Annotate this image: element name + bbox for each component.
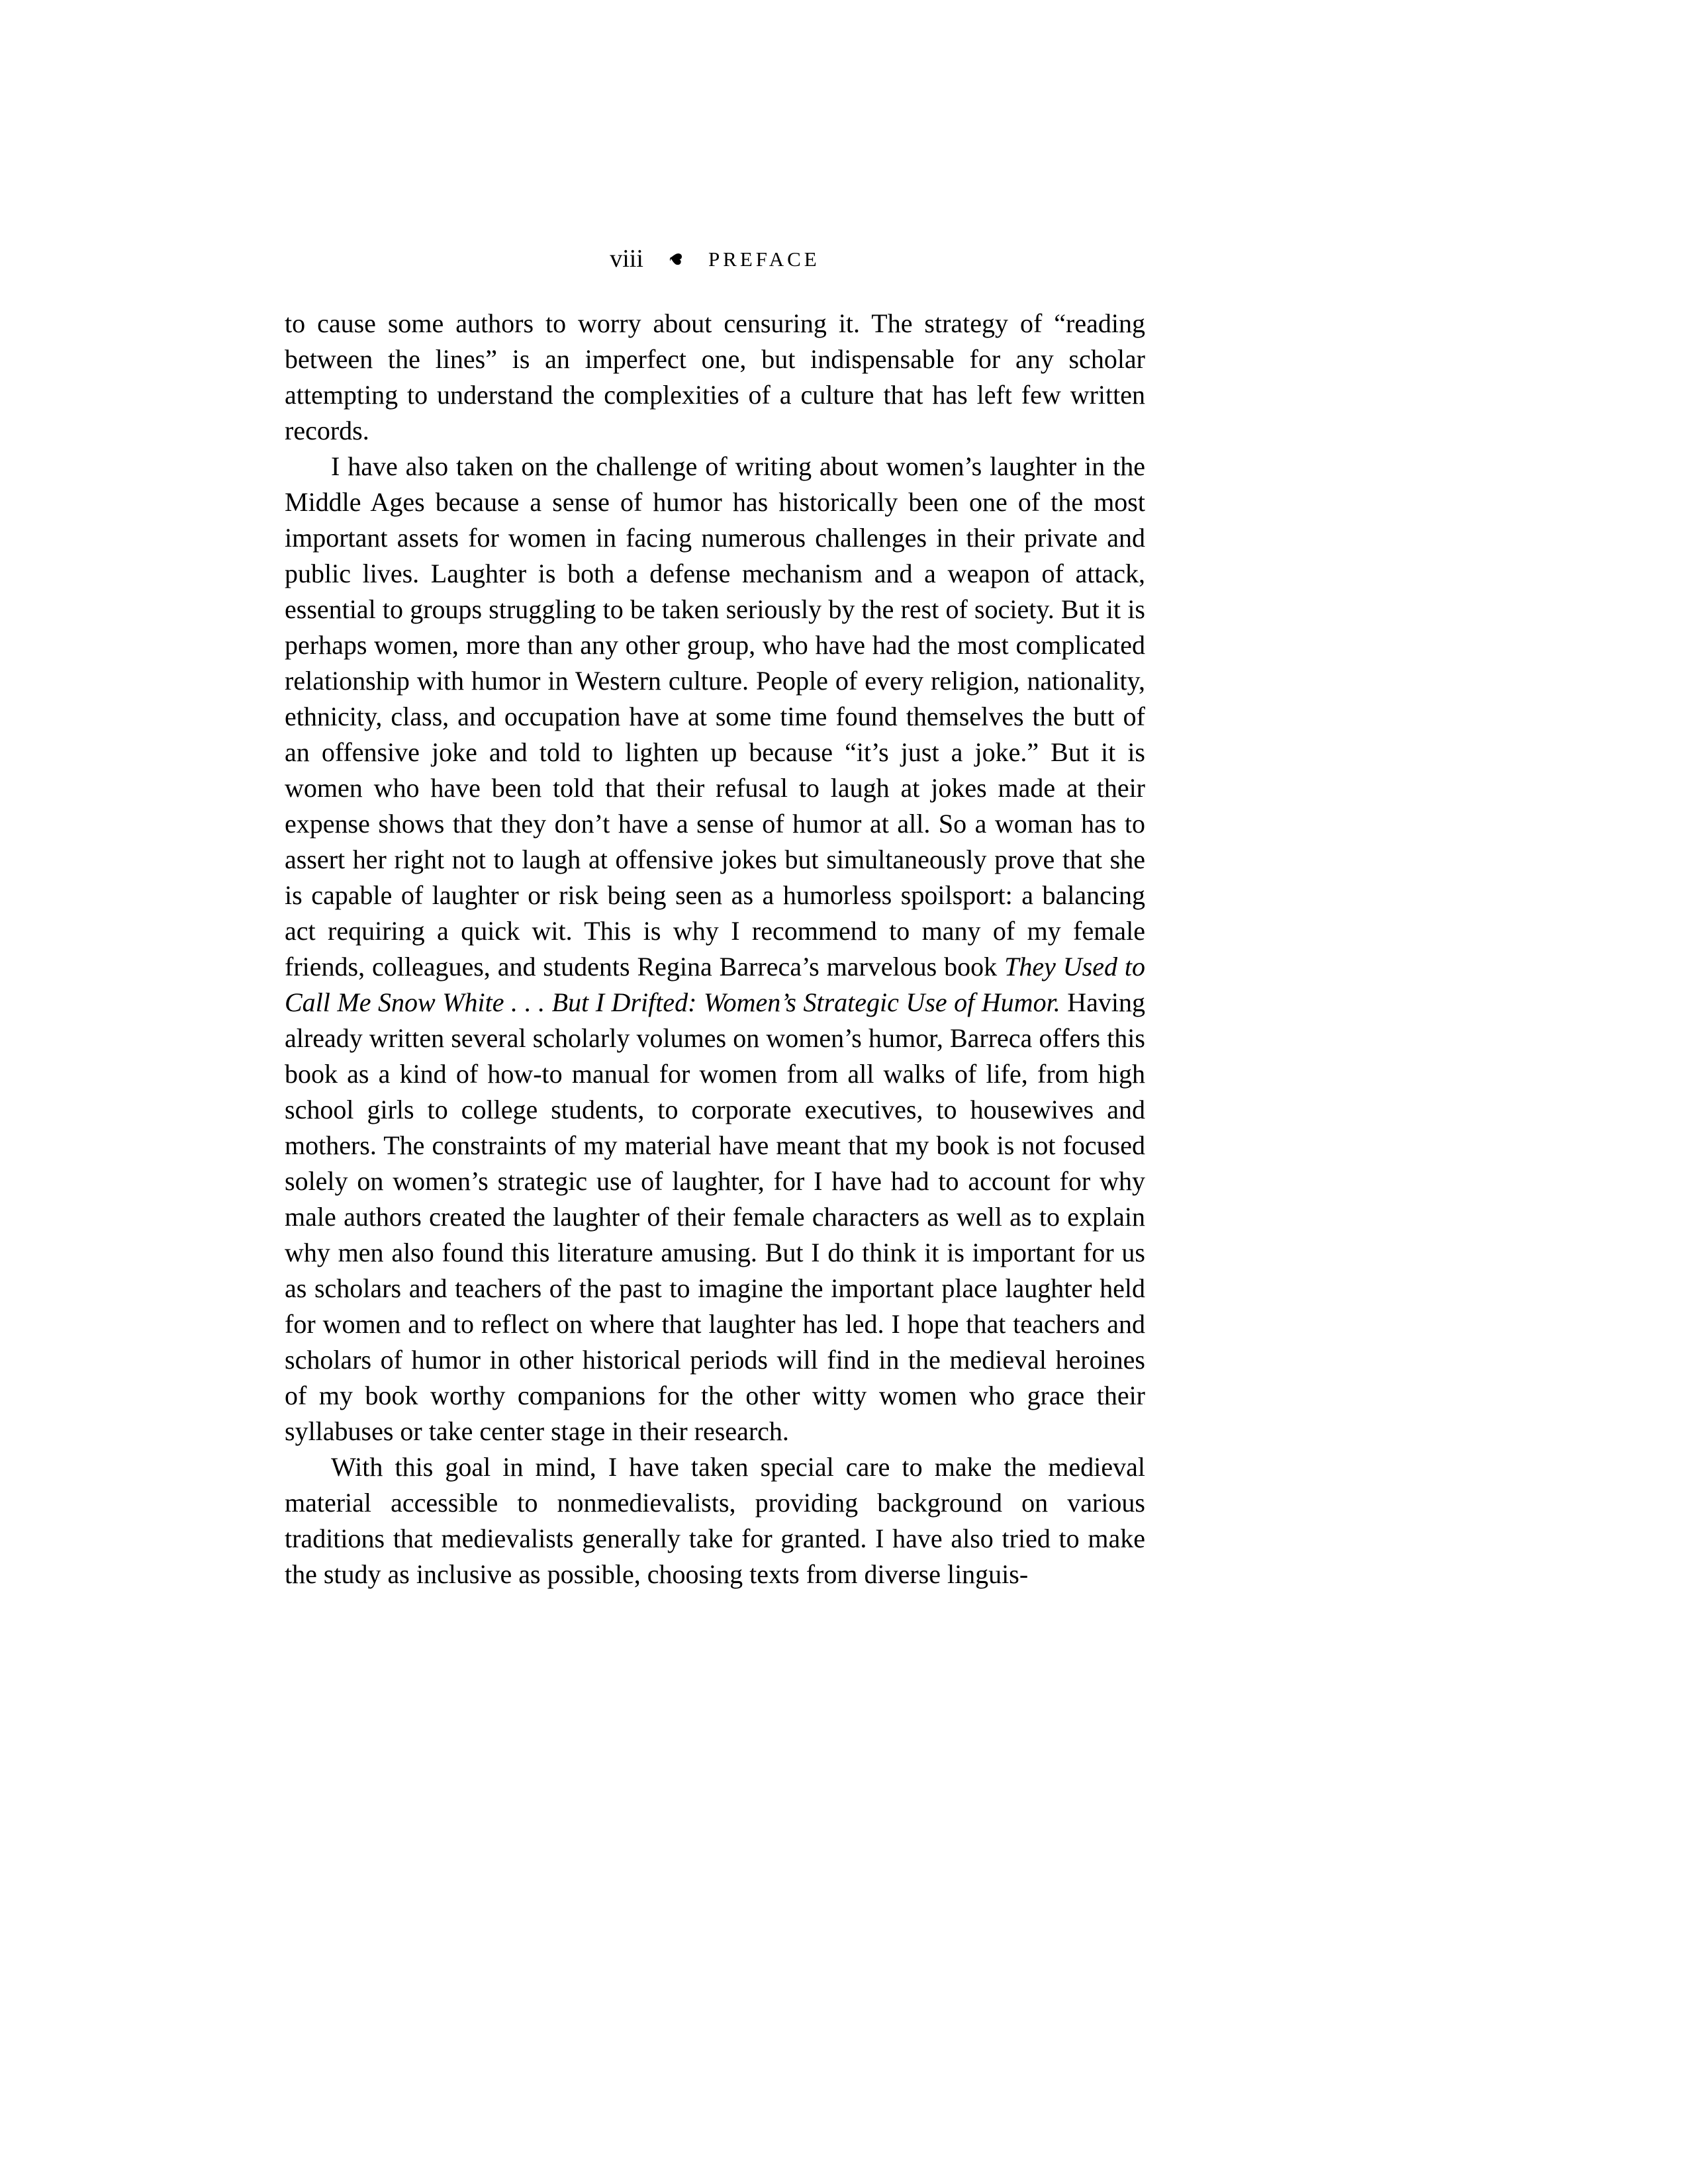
paragraph-text-after-title: Having already written several scholarly volumes on women’s humor, Barreca offers this book as a kind of how-to manual for women from all walks of life, from high school girls to college students, to corporate executives, to housewives and mothers. The constraints of my material have meant that my book is not focused solely on women’s strategic use of laughter, for I have had to account for why male authors created the laughter of their female characters as well as to explain why men also found this literature amusing. But I do think it is important for us as scholars and teachers of the past to imagine the important place laughter held for women and to reflect on where that laughter has led. I hope that teachers and scholars of humor in other historical periods will find in the medieval heroines of my book worthy companions for the other witty women who grace their syllabuses or take center stage in their research. <box>285 987 1145 1446</box>
paragraph-text-before-title: I have also taken on the challenge of writing about women’s laughter in the Middle Ages because a sense of humor has historically been one of the most important assets for women in facing numerous challenges in their private and public lives. Laughter is both a defense mechanism and a weapon of attack, essential to groups struggling to be taken seriously by the rest of society. But it is perhaps women, more than any other group, who have had the most complicated relationship with humor in Western culture. People of every religion, nationality, ethnicity, class, and occupation have at some time found themselves the butt of an offensive joke and told to lighten up because “it’s just a joke.” But it is women who have been told that their refusal to laugh at jokes made at their expense shows that they don’t have a sense of humor at all. So a woman has to assert her right not to laugh at offensive jokes but simultaneously prove that she is capable of laughter or risk being seen as a humorless spoilsport: a balancing act requiring a quick wit. This is why I recommend to many of my female friends, colleagues, and students Regina Barreca’s marvelous book <box>285 451 1145 981</box>
body-text <box>285 306 1145 1592</box>
fleuron-icon <box>667 250 684 267</box>
paragraph-main <box>285 449 1145 1449</box>
running-head <box>285 246 1145 271</box>
book-title-italic: They Used to Call Me Snow White . . . But I Drifted: Women’s Strategic Use of Humor. <box>285 952 1145 1017</box>
page-number: viii <box>610 245 643 273</box>
paragraph-closing: With this goal in mind, I have taken special care to make the medieval material accessible to nonmedievalists, providing background on various traditions that medievalists generally take for granted. I have also tried to make the study as inclusive as possible, choosing texts from diverse linguis- <box>285 1452 1145 1589</box>
paragraph-continuation: to cause some authors to worry about censuring it. The strategy of “reading between the lines” is an imperfect one, but indispensable for any scholar attempting to understand the complexities of a culture that has left few written records. <box>285 308 1145 445</box>
section-title: PREFACE <box>708 247 820 271</box>
